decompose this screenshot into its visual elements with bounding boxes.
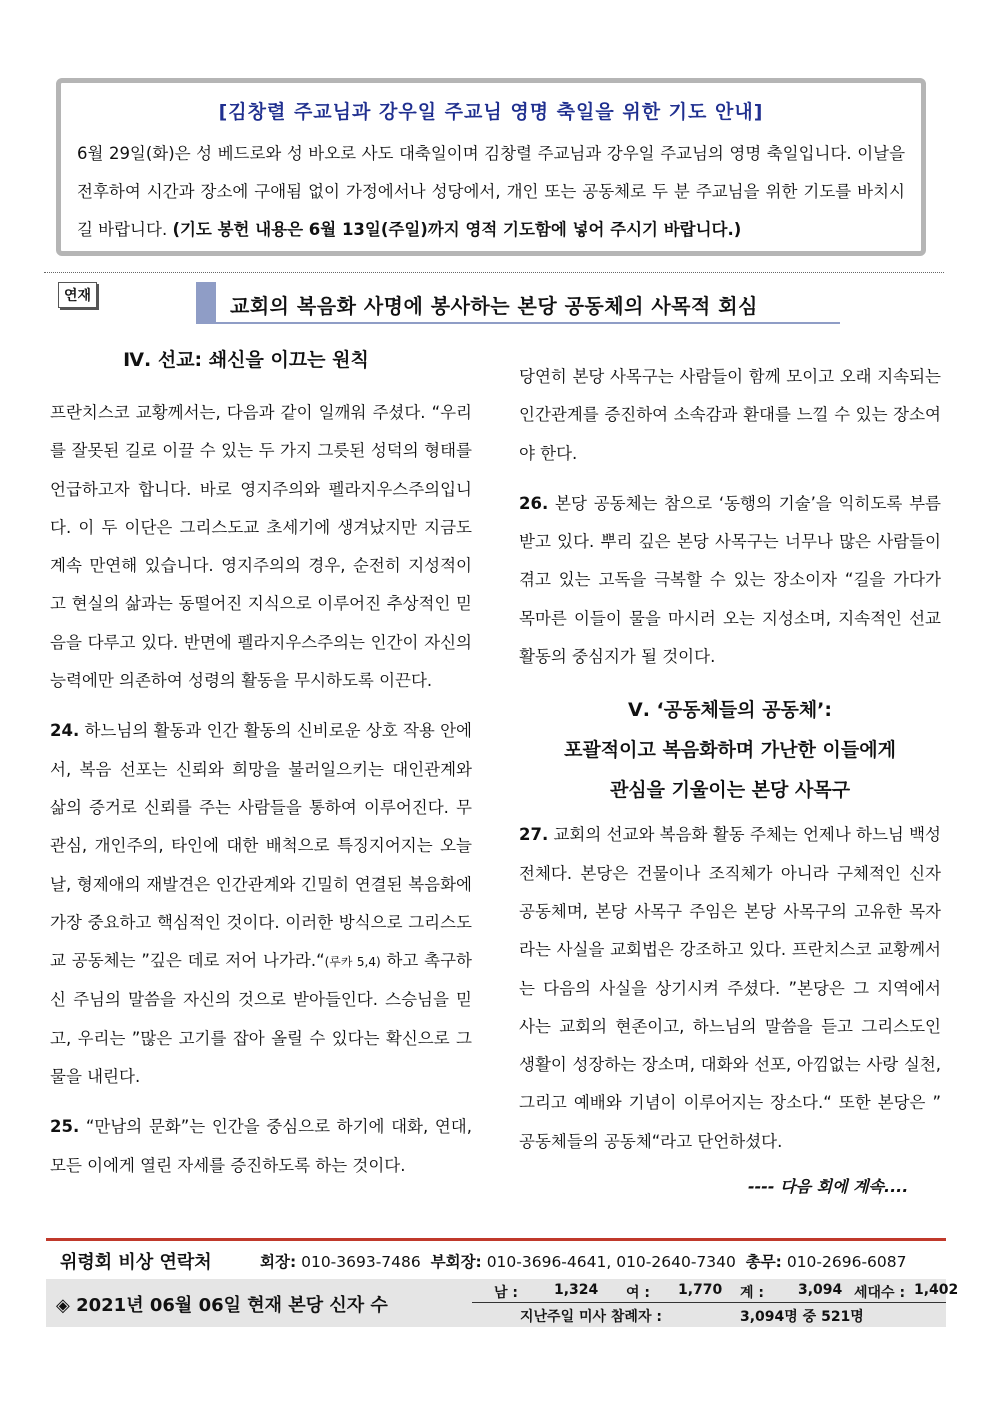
section-5-heading-2: 포괄적이고 복음화하며 가난한 이들에게 [564, 739, 896, 762]
vice-president-phone: 010-3696-4641, 010-2640-7340 [486, 1253, 736, 1271]
series-title: 교회의 복음화 사명에 봉사하는 본당 공동체의 사목적 회심 [230, 294, 758, 318]
section-5-heading-1: Ⅴ. ‘공동체들의 공동체’: [627, 699, 833, 722]
paragraph-25 [50, 1108, 472, 1185]
section-4-heading: Ⅳ. 선교: 쇄신을 이끄는 원칙 [123, 349, 369, 371]
series-banner [196, 282, 840, 324]
series-tag: 연재 [58, 282, 97, 308]
attendance-count: 3,094명 중 521명 [740, 1309, 864, 1325]
attendance-label: 지난주일 미사 참례자 : [520, 1309, 662, 1325]
to-be-continued: ---- 다음 회에 계속.... [748, 1177, 909, 1196]
right-column [519, 358, 941, 1161]
president-label: 회장: [260, 1253, 297, 1271]
notice-title: [김창렬 주교님과 강우일 주교님 영명 축일을 위한 기도 안내] [218, 101, 764, 123]
paragraph-continued: 당연히 본당 사목구는 사람들이 함께 모이고 오래 지속되는 인간관계를 증진하여 소속감과 환대를 느낄 수 있는 장소여야 한다. [519, 367, 941, 463]
prayer-notice-box [56, 78, 926, 256]
paragraph-26 [519, 485, 941, 676]
emergency-contact-bar [46, 1238, 946, 1280]
paragraph-intro: 프란치스코 교황께서는, 다음과 같이 일깨워 주셨다. “우리를 잘못된 길로 이끌 수 있는 두 가지 그릇된 성덕의 형태를 언급하고자 합니다. 바로 영지주의와 펠라지우스주의입니다. 이 두 이단은 그리스도교 초세기에 생겨났지만 지금도 계속 만연해 있습니다. 영지주의의 경우, 순전히 지성적이고 현실의 삶과는 동떨어진 지식으로 이루어진 추상적인 믿음을 다루고 있다. 반면에 펠라지우스주의는 인간이 자신의 능력에만 의존하여 성령의 활동을 무시하도록 이끈다. [50, 403, 472, 691]
para-26-text: 본당 공동체는 참으로 ‘동행의 기술’을 익히도록 부름받고 있다. 뿌리 깊은 본당 사목구는 너무나 많은 사람들이 겪고 있는 고독을 극복할 수 있는 장소이자 “길을 가다가 목마른 이들이 물을 마시러 오는 지성소며, 지속적인 선교 활동의 중심지가 될 것이다. [519, 493, 941, 667]
stats-counts-row [472, 1280, 959, 1303]
female-label: 여 : [626, 1285, 650, 1301]
vice-president-label: 부회장: [430, 1253, 482, 1271]
total-label: 계 : [740, 1285, 764, 1301]
banner-underline [196, 322, 840, 324]
notice-bold-tail: (기도 봉헌 내용은 6월 13일(주일)까지 영적 기도함에 넣어 주시기 바랍니다.) [172, 220, 742, 239]
notice-body [77, 135, 905, 249]
divider [44, 272, 944, 273]
male-label: 남 : [494, 1285, 518, 1301]
para-24-text-a: 하느님의 활동과 인간 활동의 신비로운 상호 작용 안에서, 복음 선포는 신뢰와 희망을 불러일으키는 대인관계와 삶의 증거로 신뢰를 주는 사람들을 통하여 이루어진다. 무관심, 개인주의, 타인에 대한 배척으로 특징지어지는 오늘날, 형제애의 재발견은 인간관계와 긴밀히 연결된 복음화에 가장 중요하고 핵심적인 것이다. 이러한 방식으로 그리스도교 공동체는 ”깊은 데로 저어 나가라.“ [50, 721, 472, 971]
stats-label: ◈ 2021년 06월 06일 현재 본당 신자 수 [56, 1295, 388, 1316]
households-count: 1,402 [914, 1282, 959, 1298]
notice-line-1: 6월 29일(화)은 성 베드로와 성 바오로 사도 대축일이며 김창렬 주교님과 강우일 주교님의 영명 축일입니다. [77, 144, 852, 163]
notice-line-3: 기도를 바치시길 바랍니다. [77, 182, 905, 239]
banner-accent-bar [196, 282, 216, 324]
male-count: 1,324 [554, 1282, 599, 1298]
para-25-text: “만남의 문화”는 인간을 중심으로 하기에 대화, 연대, 모든 이에게 열린 자세를 증진하도록 하는 것이다. [50, 1117, 472, 1175]
paragraph-24 [50, 712, 472, 1096]
contact-label: 위령회 비상 연락처 [60, 1252, 212, 1273]
contact-info [260, 1250, 907, 1272]
total-count: 3,094 [798, 1282, 843, 1298]
para-26-number: 26. [519, 493, 549, 513]
paragraph-27 [519, 816, 941, 1161]
para-24-text-b: 하고 촉구하신 주님의 말씀을 자신의 것으로 받아들인다. 스승님을 믿고, 우리는 ”많은 고기를 잡아 올릴 수 있다는 확신으로 그물을 내린다. [50, 951, 473, 1087]
female-count: 1,770 [678, 1282, 723, 1298]
para-24-number: 24. [50, 721, 80, 741]
general-affairs-label: 총무: [745, 1253, 782, 1271]
parish-stats-bar [46, 1279, 959, 1327]
para-27-number: 27. [519, 825, 549, 845]
general-affairs-phone: 010-2696-6087 [786, 1253, 907, 1271]
bible-reference: (루카 5,4) [324, 955, 381, 970]
para-25-number: 25. [50, 1117, 80, 1137]
left-column [50, 340, 472, 1185]
households-label: 세대수 : [854, 1285, 906, 1301]
para-27-text: 교회의 선교와 복음화 활동 주체는 언제나 하느님 백성 전체다. 본당은 건물이나 조직체가 아니라 구체적인 신자 공동체며, 본당 사목구 주임은 본당 사목구의 고유한 목자라는 사실을 교회법은 강조하고 있다. 프란치스코 교황께서는 다음의 사실을 상기시켜 주셨다. ”본당은 그 지역에서 사는 교회의 현존이고, 하느님의 말씀을 듣고 그리스도인 생활이 성장하는 장소며, 대화와 선포, 아낌없는 사랑 실천, 그리고 예배와 기념이 이루어지는 장소다.“ 또한 본당은 ” 공동체들의 공동체“라고 단언하셨다. [519, 825, 941, 1151]
president-phone: 010-3693-7486 [301, 1253, 421, 1271]
section-5-heading-3: 관심을 기울이는 본당 사목구 [609, 779, 851, 802]
notice-line-2: 이날을 전후하여 시간과 장소에 구애됨 없이 가정에서나 성당에서, 개인 또는 공동체로 두 분 주교님을 위한 [77, 144, 906, 201]
